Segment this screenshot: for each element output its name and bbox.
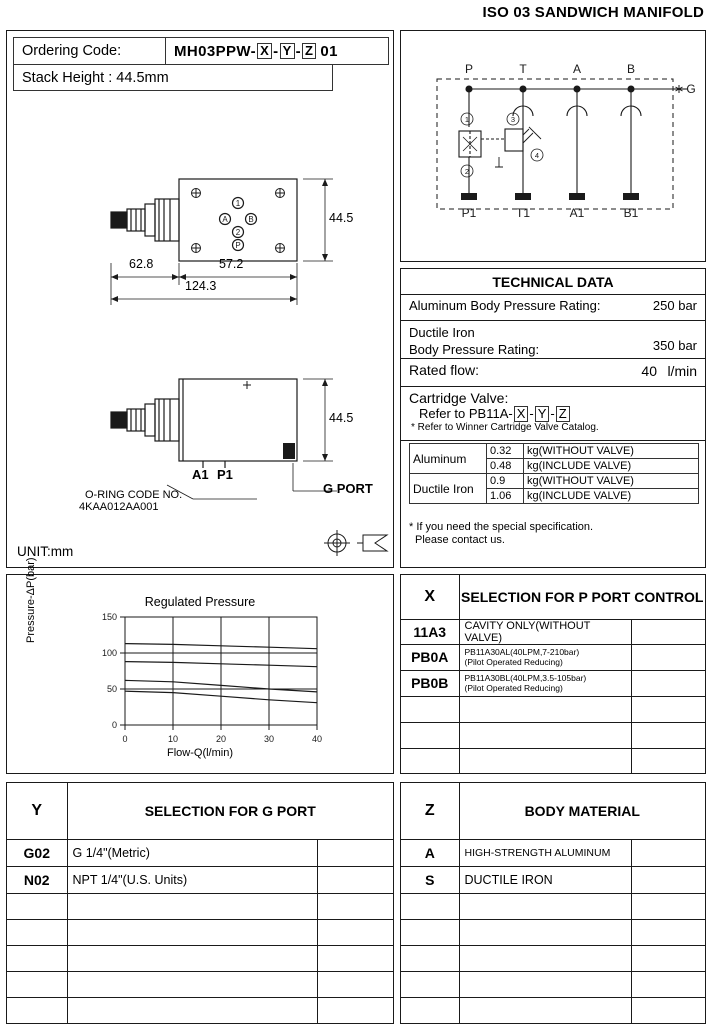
chart-ylabel: Pressure-ΔP(bar)	[25, 557, 37, 643]
selection-z-code-header: Z	[401, 783, 459, 839]
chart-svg	[7, 575, 393, 773]
dimension-124-3: 124.3	[185, 279, 217, 293]
regulated-pressure-chart-panel	[6, 557, 394, 774]
selection-z-row-3-extra	[631, 919, 705, 945]
selection-x-row-1-desc	[459, 644, 631, 670]
selection-y-title: SELECTION FOR G PORT	[67, 783, 393, 839]
table-row[interactable]	[7, 919, 393, 945]
chart-xlabel: Flow-Q(l/min)	[167, 747, 233, 759]
schematic-port-p: P	[464, 62, 474, 76]
table-row[interactable]	[401, 619, 705, 644]
oring-code-line1: O-RING CODE NO.	[85, 489, 183, 501]
port-label-p1: P1	[217, 467, 233, 482]
selection-y-code-header: Y	[7, 783, 67, 839]
mechanical-drawing	[7, 91, 395, 561]
unit-label: UNIT:mm	[17, 544, 74, 559]
ordering-code-x: X	[257, 43, 272, 59]
selection-y-row-3-desc	[67, 919, 317, 945]
schematic-port-a: A	[572, 62, 582, 76]
schematic-port-t: T	[519, 62, 527, 76]
selection-z-row-3-desc	[459, 919, 631, 945]
selection-x-title: SELECTION FOR P PORT CONTROL	[459, 575, 705, 619]
selection-z-row-4-code	[401, 945, 459, 971]
ordering-code-value	[166, 38, 388, 64]
selection-z-row-5-code	[401, 971, 459, 997]
table-row[interactable]	[401, 945, 705, 971]
technical-data-title: TECHNICAL DATA	[401, 269, 705, 295]
selection-x-row-5-code	[401, 748, 459, 773]
selection-x-table	[401, 575, 705, 773]
selection-y-row-5-desc	[67, 971, 317, 997]
weight-ductile-w2: 1.06	[487, 489, 524, 504]
selection-x-row-3-extra	[631, 696, 705, 722]
tech-row-ductile-pressure	[401, 321, 705, 359]
table-row[interactable]	[401, 748, 705, 773]
selection-x-row-3-desc	[459, 696, 631, 722]
ordering-code-y: Y	[280, 43, 295, 59]
tech-ductile-pressure-value: 350 bar	[652, 338, 697, 353]
table-header-row	[401, 575, 705, 619]
selection-y-row-0-desc: G 1/4"(Metric)	[67, 839, 317, 866]
svg-text:A: A	[222, 215, 228, 224]
svg-text:2: 2	[464, 167, 470, 176]
schematic-port-g: G	[686, 82, 696, 96]
selection-x-row-1-code: PB0A	[401, 644, 459, 670]
selection-x-row-4-code	[401, 722, 459, 748]
ordering-code-prefix: MH03PPW-	[174, 42, 257, 60]
svg-text:1: 1	[235, 199, 241, 208]
selection-z-row-0-code: A	[401, 839, 459, 866]
watermark	[35, 1016, 37, 1023]
selection-x-row-1-desc-line2: (Pilot Operated Reducing)	[464, 657, 563, 667]
selection-y-row-5-extra	[317, 971, 393, 997]
table-row[interactable]	[7, 866, 393, 893]
svg-text:4: 4	[534, 151, 540, 160]
selection-x-row-1-desc-line1: PB11A30AL(40LPM,7-210bar)	[464, 647, 580, 657]
svg-text:B: B	[248, 215, 254, 224]
selection-y-row-0-extra	[317, 839, 393, 866]
chart-xtick-30: 30	[263, 734, 275, 744]
table-row[interactable]	[401, 971, 705, 997]
selection-x-row-0-desc: CAVITY ONLY(WITHOUT VALVE)	[459, 619, 631, 644]
technical-data-panel	[400, 268, 706, 568]
cartridge-code-x: X	[514, 406, 529, 422]
page-title: ISO 03 SANDWICH MANIFOLD	[482, 4, 704, 21]
technical-footnote-line1: * If you need the special specification.	[409, 521, 594, 533]
tech-row-rated-flow	[401, 359, 705, 387]
table-row[interactable]	[401, 893, 705, 919]
g-port-label: G PORT	[323, 481, 373, 496]
selection-z-row-6-code	[401, 997, 459, 1023]
tech-row-aluminum-pressure	[401, 295, 705, 321]
weight-table	[409, 443, 699, 504]
table-row[interactable]	[401, 866, 705, 893]
table-row[interactable]	[401, 919, 705, 945]
chart-ytick-0: 0	[111, 720, 117, 730]
selection-x-code-header: X	[401, 575, 459, 619]
tech-rated-flow-unit: l/min	[667, 363, 697, 379]
hydraulic-schematic-panel	[400, 30, 706, 262]
selection-z-row-6-extra	[631, 997, 705, 1023]
selection-y-table	[7, 783, 393, 1023]
selection-x-row-5-extra	[631, 748, 705, 773]
selection-y-row-2-desc	[67, 893, 317, 919]
table-row[interactable]	[401, 839, 705, 866]
table-row[interactable]	[7, 839, 393, 866]
selection-x-row-4-extra	[631, 722, 705, 748]
ordering-code-label: Ordering Code:	[14, 38, 166, 64]
selection-y-row-0-code: G02	[7, 839, 67, 866]
tech-row-cartridge	[401, 387, 705, 441]
cartridge-reference: Refer to PB11A- X - Y - Z	[409, 406, 697, 422]
tech-rated-flow-label: Rated flow:	[409, 362, 480, 378]
selection-z-row-5-extra	[631, 971, 705, 997]
selection-z-row-2-code	[401, 893, 459, 919]
dimension-62-8: 62.8	[129, 257, 154, 271]
weight-material-aluminum: Aluminum	[410, 444, 487, 474]
weight-aluminum-w1-note: kg(WITHOUT VALVE)	[524, 444, 699, 459]
table-header-row	[401, 783, 705, 839]
chart-ytick-150: 150	[101, 612, 117, 622]
selection-z-table	[401, 783, 705, 1023]
selection-x-row-2-extra	[631, 670, 705, 696]
selection-x-row-2-code: PB0B	[401, 670, 459, 696]
dimension-57-2: 57.2	[219, 257, 244, 271]
weight-aluminum-w2-note: kg(INCLUDE VALVE)	[524, 459, 699, 474]
selection-z-row-2-desc	[459, 893, 631, 919]
chart-title: Regulated Pressure	[144, 595, 256, 609]
ordering-code-sep2: -	[295, 42, 302, 60]
tech-aluminum-pressure-value: 250 bar	[652, 298, 697, 313]
selection-z-row-4-extra	[631, 945, 705, 971]
selection-z-row-3-code	[401, 919, 459, 945]
selection-y-row-2-code	[7, 893, 67, 919]
selection-z-row-0-extra	[631, 839, 705, 866]
tech-rated-flow-value: 40	[641, 363, 657, 379]
table-row[interactable]	[401, 997, 705, 1023]
table-row[interactable]	[401, 722, 705, 748]
selection-z-row-1-code: S	[401, 866, 459, 893]
selection-y-row-5-code	[7, 971, 67, 997]
table-row[interactable]	[401, 644, 705, 670]
ordering-code-z: Z	[302, 43, 316, 59]
selection-z-row-6-desc	[459, 997, 631, 1023]
selection-x-row-2-desc-line2: (Pilot Operated Reducing)	[464, 683, 563, 693]
selection-y-row-1-extra	[317, 866, 393, 893]
table-header-row	[7, 783, 393, 839]
selection-z-row-0-desc: HIGH-STRENGTH ALUMINUM	[459, 839, 631, 866]
svg-text:3: 3	[510, 115, 516, 124]
schematic-svg	[401, 31, 705, 261]
table-row[interactable]	[7, 971, 393, 997]
selection-z-row-5-desc	[459, 971, 631, 997]
ordering-and-drawing-panel	[6, 30, 394, 568]
tech-aluminum-pressure-label: Aluminum Body Pressure Rating:	[409, 298, 601, 313]
schematic-port-p1: P1	[461, 206, 477, 220]
selection-z-title: BODY MATERIAL	[459, 783, 705, 839]
dimension-height-bottom: 44.5	[329, 411, 354, 425]
cartridge-code-z: Z	[556, 406, 570, 422]
table-row[interactable]	[7, 945, 393, 971]
selection-y-row-2-extra	[317, 893, 393, 919]
chart-xtick-20: 20	[215, 734, 227, 744]
cartridge-title: Cartridge Valve:	[409, 390, 509, 406]
oring-code-line2: 4KAA012AA001	[79, 501, 159, 513]
selection-z-row-4-desc	[459, 945, 631, 971]
table-row[interactable]	[401, 696, 705, 722]
schematic-port-t1: T1	[515, 206, 531, 220]
selection-y-row-1-code: N02	[7, 866, 67, 893]
selection-x-row-4-desc	[459, 722, 631, 748]
chart-ytick-100: 100	[101, 648, 117, 658]
chart-ytick-50: 50	[106, 684, 117, 694]
selection-y-row-4-extra	[317, 945, 393, 971]
selection-x-row-0-extra	[631, 619, 705, 644]
technical-footnote-line2: Please contact us.	[415, 534, 505, 546]
weight-aluminum-w1: 0.32	[487, 444, 524, 459]
svg-text:P: P	[235, 241, 241, 250]
dimension-height-top: 44.5	[329, 211, 354, 225]
selection-x-row-1-extra	[631, 644, 705, 670]
schematic-port-b1: B1	[623, 206, 639, 220]
chart-xtick-40: 40	[311, 734, 323, 744]
selection-y-row-6-desc	[67, 997, 317, 1023]
svg-text:2: 2	[235, 228, 241, 237]
port-label-a1: A1	[192, 467, 209, 482]
technical-footnote	[409, 521, 593, 547]
schematic-port-b: B	[626, 62, 636, 76]
selection-y-row-6-code	[7, 997, 67, 1023]
selection-y-row-4-code	[7, 945, 67, 971]
table-row[interactable]	[7, 997, 393, 1023]
svg-text:1: 1	[464, 115, 470, 124]
selection-z-panel	[400, 782, 706, 1024]
cartridge-note: * Refer to Winner Cartridge Valve Catalog.	[411, 422, 599, 433]
table-row	[410, 474, 699, 489]
selection-z-row-1-desc: DUCTILE IRON	[459, 866, 631, 893]
selection-y-panel	[6, 782, 394, 1024]
cartridge-ref-text: Refer to PB11A-	[419, 406, 513, 421]
cartridge-code-y: Y	[535, 406, 550, 422]
selection-x-row-3-code	[401, 696, 459, 722]
chart-xtick-10: 10	[167, 734, 179, 744]
selection-y-row-1-desc: NPT 1/4"(U.S. Units)	[67, 866, 317, 893]
selection-y-row-3-code	[7, 919, 67, 945]
tech-ductile-pressure-label-2: Body Pressure Rating:	[409, 342, 540, 357]
weight-aluminum-w2: 0.48	[487, 459, 524, 474]
schematic-port-a1: A1	[569, 206, 585, 220]
ordering-code-suffix: 01	[320, 42, 338, 60]
table-row[interactable]	[401, 670, 705, 696]
selection-x-row-0-code: 11A3	[401, 619, 459, 644]
selection-x-panel	[400, 574, 706, 774]
selection-x-row-2-desc-line1: PB11A30BL(40LPM,3.5-105bar)	[464, 673, 587, 683]
table-row[interactable]	[7, 893, 393, 919]
table-row	[410, 444, 699, 459]
weight-ductile-w1-note: kg(WITHOUT VALVE)	[524, 474, 699, 489]
selection-y-row-4-desc	[67, 945, 317, 971]
selection-x-row-5-desc	[459, 748, 631, 773]
chart-xtick-0: 0	[122, 734, 128, 744]
selection-z-row-1-extra	[631, 866, 705, 893]
weight-ductile-w2-note: kg(INCLUDE VALVE)	[524, 489, 699, 504]
ordering-code-sep1: -	[273, 42, 279, 60]
weight-ductile-w1: 0.9	[487, 474, 524, 489]
tech-ductile-pressure-label-1: Ductile Iron	[409, 325, 475, 340]
selection-z-row-2-extra	[631, 893, 705, 919]
selection-y-row-3-extra	[317, 919, 393, 945]
stack-height-row: Stack Height : 44.5mm	[13, 65, 333, 91]
weight-material-ductile: Ductile Iron	[410, 474, 487, 504]
selection-x-row-2-desc	[459, 670, 631, 696]
ordering-code-row	[13, 37, 389, 65]
selection-y-row-6-extra	[317, 997, 393, 1023]
